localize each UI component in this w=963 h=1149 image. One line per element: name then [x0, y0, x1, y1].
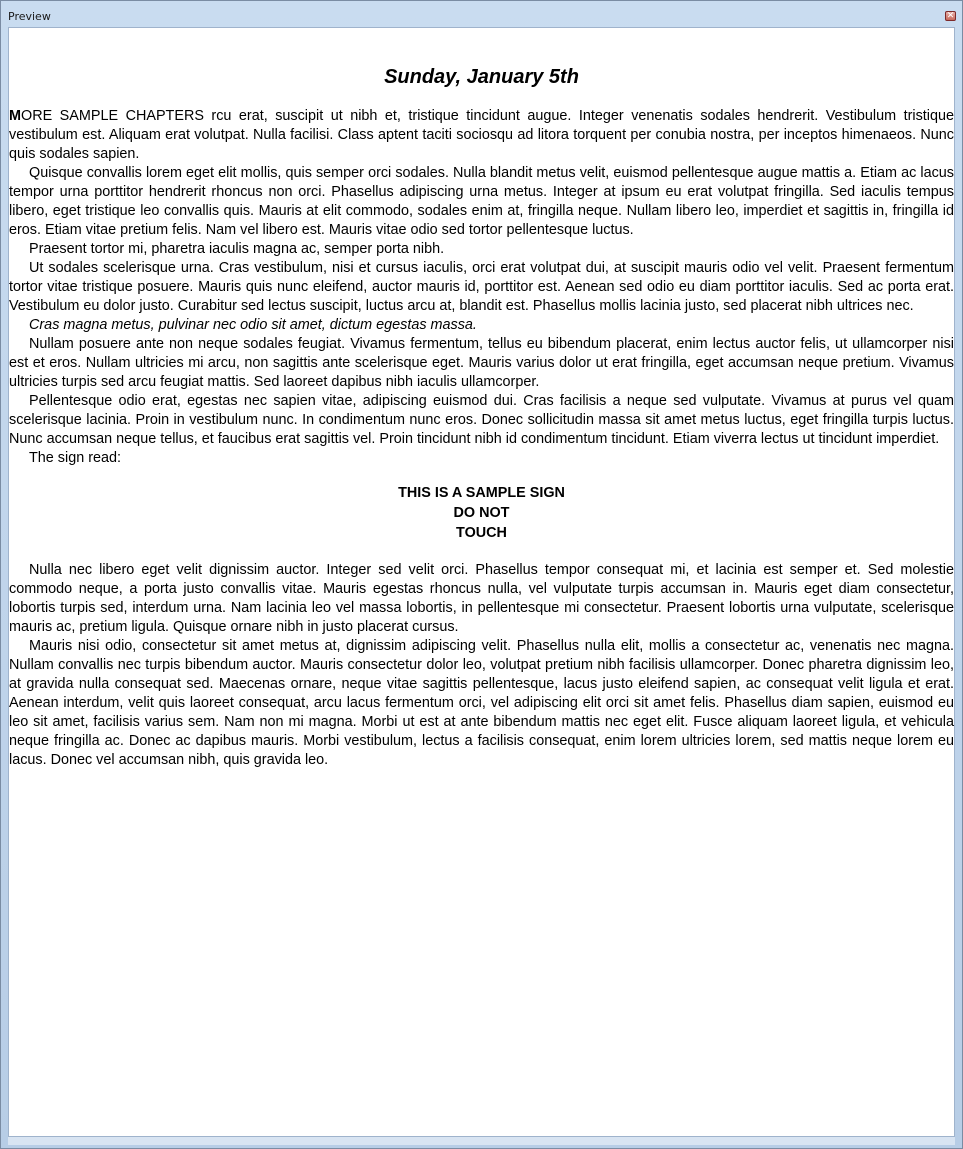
paragraph-9: Nulla nec libero eget velit dignissim auctor. Integer sed velit orci. Phasellus tempor consequat mi, et lacinia est semper et. Sed molestie commodo neque, a porta justo convallis vitae. Mauris egestas rhoncus nulla, vel vulputate turpis accumsan in. Mauris eget diam consectetur, lobortis turpis sed, interdum urna. Nam lacinia leo vel massa lobortis, in pellentesque mi consectetur. Praesent lobortis urna vulputate, scelerisque mauris ac, pretium ligula. Quisque ornare nibh in justo placerat cursus. — [9, 562, 954, 635]
paragraph-6: Nullam posuere ante non neque sodales feugiat. Vivamus fermentum, tellus eu bibendum placerat, enim lectus auctor felis, ut ullamcorper nisi est et eros. Nullam ultricies mi arcu, non sagittis ante scelerisque eget. Mauris varius dolor ut erat fringilla, eget accumsan neque pretium. Vivamus ultricies turpis sed arcu feugiat mattis. Sed laoreet dapibus nibh iaculis ullamcorper. — [9, 336, 954, 390]
window-title: Preview — [8, 10, 51, 23]
paragraph-5-italic: Cras magna metus, pulvinar nec odio sit amet, dictum egestas massa. — [29, 317, 477, 333]
document-viewport[interactable] — [8, 27, 955, 1137]
paragraph-10: Mauris nisi odio, consectetur sit amet metus at, dignissim adipiscing velit. Phasellus nulla elit, mollis a consectetur ac, venenatis nec magna. Nullam convallis nec turpis bibendum auctor. Mauris consectetur dolor leo, volutpat pretium nibh facilisis ullamcorper. Donec pharetra dignissim leo, at gravida nulla consequat sed. Maecenas ornare, neque vitae sagittis pellentesque, lacus justo eleifend sapien, ac consequat velit ligula et erat. Aenean interdum, velit quis laoreet consequat, arcu lacus fermentum orci, vel adipiscing elit orci sit amet felis. Phasellus diam sapien, euismod eu leo sit amet, facilisis varius sem. Nam non mi magna. Morbi ut est at ante bibendum mattis nec eget elit. Fusce aliquam laoreet ligula, et vehicula neque fringilla ac. Donec ac dapibus mauris. Morbi vestibulum, lectus a facilisis consequat, enim lorem ultricies lorem, sed mattis neque lorem eu lacus. Donec vel accumsan nibh, quis gravida leo. — [9, 638, 954, 768]
sign-block — [9, 483, 954, 543]
drop-cap: M — [9, 108, 21, 124]
title-bar[interactable] — [1, 1, 962, 26]
paragraph-2: Quisque convallis lorem eget elit mollis, quis semper orci sodales. Nulla blandit metus velit, euismod pellentesque augue mattis a. Etiam ac lacus tempor urna porttitor hendrerit rhoncus non orci. Phasellus adipiscing urna metus. Integer at ipsum eu erat volutpat fringilla. Sed iaculis tempus libero, eget tristique leo convallis quis. Mauris at elit commodo, sodales enim at, fringilla neque. Nullam libero leo, imperdiet et sagittis in, fringilla id eros. Etiam vitae pretium felis. Nam vel libero est. Mauris vitae odio sed tortor pellentesque luctus. — [9, 165, 954, 238]
bottom-border — [8, 1137, 955, 1145]
chapter-heading: Sunday, January 5th — [384, 66, 579, 88]
sign-line-3: TOUCH — [456, 525, 507, 541]
close-icon[interactable]: ✕ — [946, 11, 955, 21]
paragraph-1 — [9, 107, 954, 164]
paragraph-7: Pellentesque odio erat, egestas nec sapien vitae, adipiscing euismod dui. Cras facilisis a neque sed vulputate. Vivamus at purus vel quam scelerisque lacinia. Proin in vestibulum nunc. In condimentum nunc eros. Donec sollicitudin massa sit amet metus luctus, eget fringilla turpis luctus. Nunc accumsan neque tellus, et faucibus erat sagittis vel. Proin tincidunt nibh id condimentum tincidunt. Etiam viverra lectus ut tincidunt imperdiet. — [9, 393, 954, 447]
paragraph-3: Praesent tortor mi, pharetra iaculis magna ac, semper porta nibh. — [29, 241, 445, 257]
paragraph-8: The sign read: — [29, 450, 121, 466]
first-words: ORE SAMPLE CHAPTERS — [21, 108, 204, 124]
paragraph-4: Ut sodales scelerisque urna. Cras vestibulum, nisi et cursus iaculis, orci erat volutpat dui, at suscipit mauris odio vel velit. Praesent fermentum tortor vitae tristique posuere. Mauris quis nunc eleifend, auctor mauris id, porttitor est. Aenean sed odio eu diam porttitor iaculis. Sed ac porta erat. Vestibulum eu dolor justo. Curabitur sed lectus suscipit, luctus arcu at, blandit est. Phasellus mollis lacinia justo, sed placerat nibh ultrices nec. — [9, 260, 954, 314]
paragraph-1-text: rcu erat, suscipit ut nibh et, tristique tincidunt augue. Integer venenatis sodales hendrerit. Vestibulum tristique vestibulum est. Aliquam erat volutpat. Nulla facilisi. Class aptent taciti sociosqu ad litora torquent per conubia nostra, per inceptos himenaeos. Nunc quis sodales sapien. — [9, 108, 954, 162]
document-body — [9, 65, 954, 770]
sign-line-1: THIS IS A SAMPLE SIGN — [398, 485, 565, 501]
sign-line-2: DO NOT — [453, 505, 510, 521]
